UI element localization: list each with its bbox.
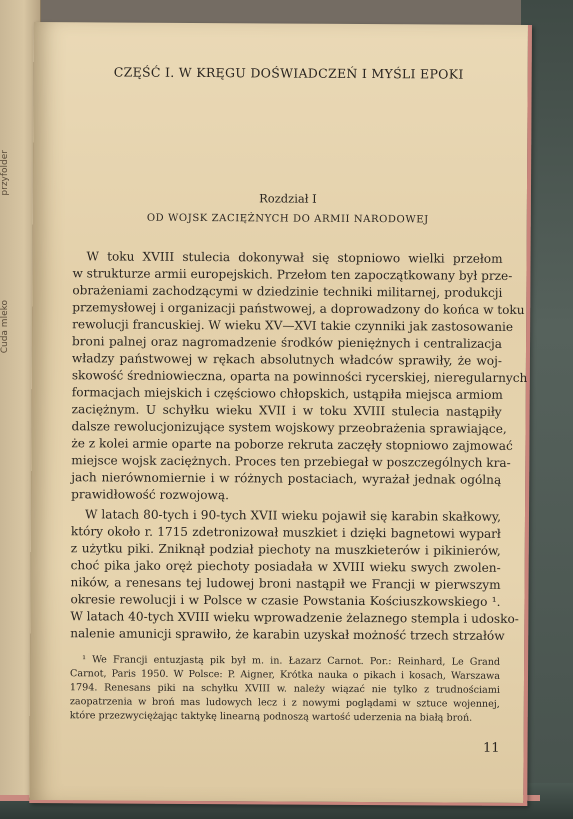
body-line: który około r. 1715 zdetronizował muszkiet i dzięki bagnetowi wyparł	[70, 524, 501, 541]
margin-text: przyfolder	[0, 150, 10, 196]
body-line: W latach 80-tych i 90-tych XVII wieku pojawił się karabin skałkowy,	[84, 507, 502, 524]
body-line: w strukturze armii europejskich. Przełom ten zapoczątkowany był prze-	[72, 266, 513, 283]
body-line: miejsce wojsk zaciężnych. Proces ten przebiegał w poszczególnych kra-	[71, 453, 511, 470]
chapter-title: OD WOJSK ZACIĘŻNYCH DO ARMII NARODOWEJ	[146, 212, 429, 226]
book-page	[29, 22, 532, 806]
body-line: jach nierównomiernie i w różnych postaciach, wyrażał jednak ogólną	[71, 470, 502, 487]
body-line: W latach 40-tych XVIII wieku wprowadzenie żelaznego stempla i udosko-	[70, 609, 519, 626]
body-line: nalenie amunicji sprawiło, że karabin uzyskał możność trzech strzałów	[70, 626, 505, 643]
part-title: CZĘŚĆ I. W KRĘGU DOŚWIADCZEŃ I MYŚLI EPOKI	[113, 64, 464, 82]
footnote-line: które przezwyciężając taktykę linearną podnoszą wartość uderzenia na białą broń.	[69, 710, 473, 724]
body-line: okresie rewolucji i w Polsce w czasie Powstania Kościuszkowskiego ¹.	[70, 592, 501, 609]
body-line: z użytku piki. Zniknął podział piechoty na muszkieterów i pikinierów,	[70, 541, 501, 558]
chapter-label: Rozdział I	[259, 191, 317, 206]
margin-text: Cuda mleko	[0, 300, 10, 354]
body-line: broni palnej oraz nagromadzenie środków pieniężnych i centralizacja	[72, 334, 503, 351]
body-line: że z kolei armie oparte na poborze rekruta zaczęły stopniowo zajmować	[71, 436, 513, 453]
footnote-line: Carnot, Paris 1950. W Polsce: P. Aigner, Krótka nauka o pikach i kosach, Warszawa	[69, 668, 501, 682]
body-line: przemysłowej i organizacji państwowej, a doprowadzony do końca w toku	[72, 300, 525, 318]
body-line: W toku XVIII stulecia dokonywał się stopniowo wielki przełom	[86, 249, 503, 266]
body-line: prawidłowość rozwojową.	[71, 487, 230, 503]
footnote-line: 1794. Renesans piki na schyłku XVIII w. należy wiązać nie tylko z trudnościami	[69, 682, 500, 696]
body-line: obrażeniami zachodzącymi w dziedzinie techniki militarnej, produkcji	[72, 283, 503, 300]
body-line: formacjach miejskich i częściowo chłopskich, ustąpiła miejsca armiom	[71, 385, 503, 402]
body-line: zaciężnym. U schyłku wieku XVII i w toku XVIII stulecia nastąpiły	[71, 402, 502, 419]
body-line: skowość średniowieczna, oparta na powinności rycerskiej, nieregularnych	[71, 368, 528, 386]
page-content	[69, 22, 528, 756]
body-line: choć pika jako oręż piechoty posiadała w XVIII wieku swych zwolen-	[70, 558, 501, 575]
body-line: władzy państwowej w rękach absolutnych władców sprawiły, że woj-	[71, 351, 502, 368]
footnote-line: ¹ We Francji entuzjastą pik był m. in. Łazarz Carnot. Por.: Reinhard, Le Grand	[82, 654, 501, 668]
body-line: rewolucji francuskiej. W wieku XV—XVI takie czynniki jak zastosowanie	[72, 317, 514, 334]
page-number: 11	[482, 740, 500, 756]
body-line: dalsze rewolucjonizujące system wojskowy przeobrażenia sprawiające,	[71, 419, 507, 436]
footnote-line: zaopatrzenia w broń mas ludowych lecz i z nowymi poglądami w sztuce wojennej,	[69, 696, 500, 710]
body-line: ników, a renesans tej ludowej broni nastąpił we Francji w pierwszym	[70, 575, 501, 592]
